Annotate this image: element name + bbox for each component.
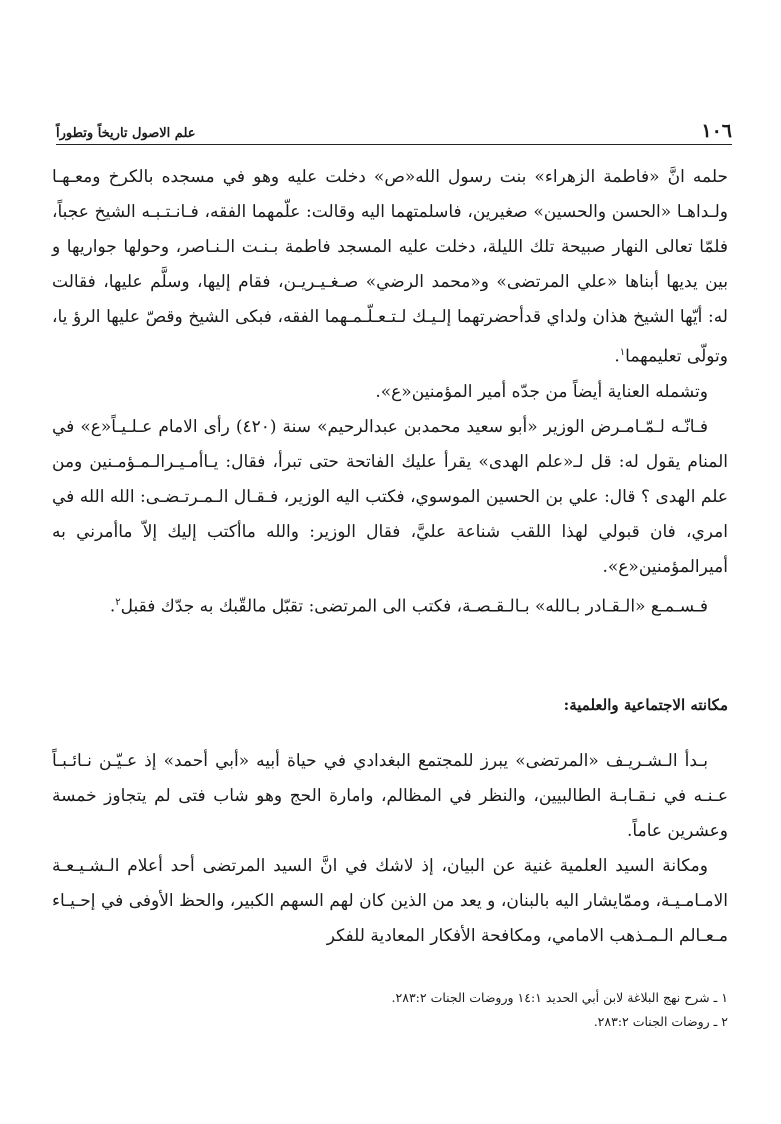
main-text-section-2 [52,744,728,954]
paragraph [52,375,728,410]
paragraph-text: حلمه انَّ «فاطمة الزهراء» بنت رسول الله«ص» دخلت عليه وهو في مسجده بالكرخ ومعـهـا ولـداهـا «الحسن والحسين» صغيرين، فاسلمتهما اليه وقالت: علّمهما الفقه، فـانـتـبـه الشيخ عجباً، فلمّا تعالى النهار صبيحة تلك الليلة، دخلت عليه المسجد فاطمة بـنـت الـنـاصر، وحولها جواريها و بين يديها أبناها «علي المرتضى» و«محمد الرضي» صـغـيـريـن، فقام إليها، وسلَّم عليها، فقالت له: أيّها الشيخ هذان ولداي قدأحضرتهما إلـيـك لـتـعـلّـمـهما الفقه، فبكى الشيخ وقصّ عليها الرؤ يا، وتولّى تعليمهما [52,167,728,367]
page-header [56,118,732,145]
footnote: ١ ـ شرح نهج البلاغة لابن أبي الحديد ١٤:١ وروضات الجنات ٢٨٣:٢. [391,990,728,1005]
footnote-marker: ١ [619,347,626,358]
footnote: ٢ ـ روضات الجنات ٢٨٣:٢. [593,1014,728,1029]
paragraph-end: . [614,346,620,367]
paragraph: ومكانة السيد العلمية غنية عن البيان، إذ لاشك في انَّ السيد المرتضى أحد أعلام الـشـيـعـة الامـامـيـة، وممّايشار اليه بالبنان، و يعد من الذين كان لهم السهم الكبير، والحظ الأوفى في إحـيـاء مـعـالم الـمـذهب الامامي، ومكافحة الأفكار المعادية للفكر [52,856,728,946]
paragraph [52,160,728,375]
paragraph-text: فـسـمـع «الـقـادر بـالله» بـالـقـصـة، فكتب الى المرتضى: تقبّل مالقّبك به جدّك فقبل [120,596,708,617]
paragraph: بـدأ الـشـريـف «المرتضى» يبرز للمجتمع البغدادي في حياة أبيه «أبي أحمد» إذ عـيّـن نـائـبـاً عـنـه في نـقـابـة الطالبيين، والنظر في المظالم، وامارة الحج وهو شاب فتى لم يتجاوز خمسة وعشرين عاماً. [52,751,728,841]
footnote-marker: ٢ [115,596,121,608]
paragraph-end: . [109,596,116,617]
paragraph [52,410,728,585]
footnotes [52,986,728,1034]
main-text-section-1 [52,160,728,624]
page-number: ١٠٦ [701,120,732,142]
paragraph-text: فـانّـه لـمّـامـرض الوزير «أبو سعيد محمدبن عبدالرحيم» سنة (٤٢٠) رأى الامام عـلـيـاً«ع» في المنام يقول له: قل لـ«علم الهدى» يقرأ عليك الفاتحة حتى تبرأ، فقال: يـاأمـيـرالـمـؤمـنين ومن علم الهدى ؟ قال: علي بن الحسين الموسوي، فكتب اليه الوزير، فـقـال الـمـرتـضـى: الله الله في امري، فان قبولي لهذا اللقب شناعة عليَّ، فقال الوزير: والله ماأكتب إليك إلاّ ماأمرني به أميرالمؤمنين«ع». [52,416,728,577]
paragraph-text: وتشمله العناية أيضاً من جدّه أمير المؤمنين«ع». [375,381,708,402]
section-heading: مكانته الاجتماعية والعلمية: [563,696,728,714]
running-title: علم الاصول تاريخاً وتطوراً [56,126,196,141]
paragraph [52,585,728,625]
